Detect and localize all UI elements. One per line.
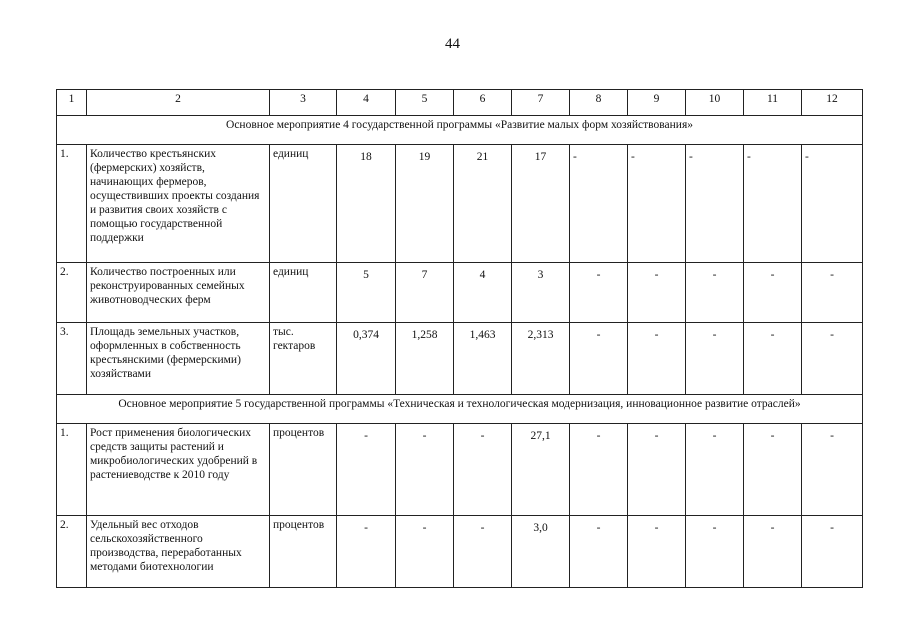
value-cell: 19 [396, 145, 454, 263]
header-cell: 8 [570, 90, 628, 116]
unit-cell: единиц [270, 145, 337, 263]
value-cell: - [744, 145, 802, 263]
value-cell: - [570, 263, 628, 323]
value-cell: - [628, 323, 686, 395]
value-cell: 3 [512, 263, 570, 323]
value-cell: - [570, 145, 628, 263]
value-cell: - [686, 424, 744, 516]
value-cell: - [744, 323, 802, 395]
row-number: 2. [57, 263, 87, 323]
value-cell: - [396, 424, 454, 516]
value-cell: - [802, 516, 863, 588]
header-cell: 3 [270, 90, 337, 116]
header-cell: 9 [628, 90, 686, 116]
table-row [57, 263, 863, 323]
table-row [57, 424, 863, 516]
value-cell: - [396, 516, 454, 588]
value-cell: - [337, 516, 396, 588]
unit-cell: единиц [270, 263, 337, 323]
section-title: Основное мероприятие 5 государственной программы «Техническая и технологическая модернизация, инновационное развитие отраслей» [57, 395, 863, 424]
value-cell: 1,258 [396, 323, 454, 395]
value-cell: - [686, 516, 744, 588]
page-number: 44 [445, 36, 460, 52]
header-cell: 11 [744, 90, 802, 116]
value-cell: - [628, 516, 686, 588]
indicator-name: Рост применения биологических средств защиты растений и микробиологических удобрений в растениеводстве к 2010 году [87, 424, 270, 516]
row-number: 1. [57, 145, 87, 263]
value-cell: - [628, 145, 686, 263]
value-cell: - [744, 424, 802, 516]
value-cell: - [686, 323, 744, 395]
value-cell: - [686, 145, 744, 263]
value-cell: 0,374 [337, 323, 396, 395]
value-cell: - [744, 516, 802, 588]
indicator-name: Площадь земельных участков, оформленных в собственность крестьянскими (фермерскими) хозяйствами [87, 323, 270, 395]
indicator-name: Количество построенных или реконструированных семейных животноводческих ферм [87, 263, 270, 323]
value-cell: 21 [454, 145, 512, 263]
indicator-name: Удельный вес отходов сельскохозяйственного производства, переработанных методами биотехнологии [87, 516, 270, 588]
value-cell: - [337, 424, 396, 516]
header-cell: 12 [802, 90, 863, 116]
value-cell: - [802, 323, 863, 395]
value-cell: - [628, 263, 686, 323]
value-cell: 4 [454, 263, 512, 323]
value-cell: - [802, 263, 863, 323]
section-title: Основное мероприятие 4 государственной программы «Развитие малых форм хозяйствования» [57, 116, 863, 145]
value-cell: - [454, 424, 512, 516]
header-cell: 5 [396, 90, 454, 116]
value-cell: 27,1 [512, 424, 570, 516]
header-cell: 10 [686, 90, 744, 116]
value-cell: 5 [337, 263, 396, 323]
value-cell: 7 [396, 263, 454, 323]
indicators-table [56, 89, 863, 588]
value-cell: 3,0 [512, 516, 570, 588]
header-cell: 1 [57, 90, 87, 116]
header-cell: 6 [454, 90, 512, 116]
value-cell: - [570, 323, 628, 395]
value-cell: - [686, 263, 744, 323]
header-cell: 7 [512, 90, 570, 116]
section-header-row [57, 116, 863, 145]
indicator-name: Количество крестьянских (фермерских) хозяйств, начинающих фермеров, осуществивших проекты создания и развития своих хозяйств с помощью государственной поддержки [87, 145, 270, 263]
value-cell: - [570, 516, 628, 588]
table-row [57, 145, 863, 263]
row-number: 1. [57, 424, 87, 516]
table-row [57, 516, 863, 588]
value-cell: 17 [512, 145, 570, 263]
unit-cell: тыс. гектаров [270, 323, 337, 395]
value-cell: 2,313 [512, 323, 570, 395]
value-cell: - [570, 424, 628, 516]
value-cell: - [454, 516, 512, 588]
header-row [57, 90, 863, 116]
row-number: 2. [57, 516, 87, 588]
value-cell: - [802, 424, 863, 516]
value-cell: 18 [337, 145, 396, 263]
unit-cell: процентов [270, 516, 337, 588]
value-cell: - [628, 424, 686, 516]
value-cell: - [744, 263, 802, 323]
unit-cell: процентов [270, 424, 337, 516]
value-cell: - [802, 145, 863, 263]
header-cell: 2 [87, 90, 270, 116]
header-cell: 4 [337, 90, 396, 116]
row-number: 3. [57, 323, 87, 395]
section-header-row [57, 395, 863, 424]
table-row [57, 323, 863, 395]
value-cell: 1,463 [454, 323, 512, 395]
